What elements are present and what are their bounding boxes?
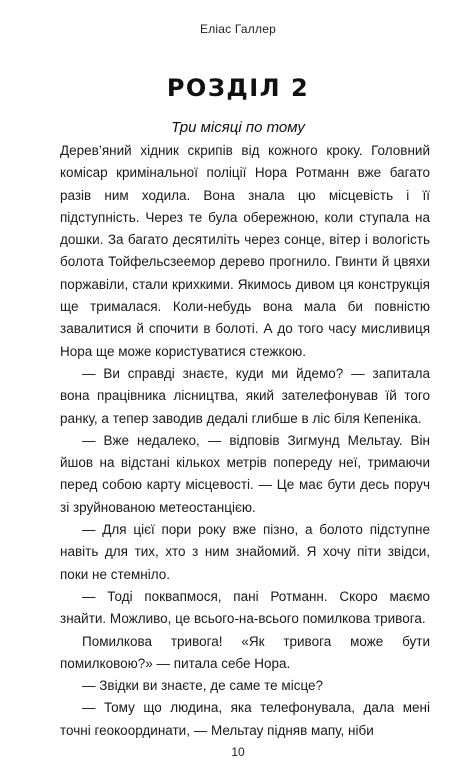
paragraph: — Для цієї пори року вже пізно, а болото підступне навіть для тих, хто з ним знайомий. Я хочу піти звідси, поки не стемніло.	[60, 522, 430, 582]
paragraph: — Тоді поквапмося, пані Ротманн. Скоро маємо знайти. Можливо, це всього-на-всього помилкова тривога.	[60, 588, 430, 627]
paragraph: Дерев’яний хідник скрипів від кожного кроку. Головний комісар кримінальної поліції Нора Ротманн вже багато разів ним ходила. Вона знала цю місцевість і її підступність. Через те була обережною, коли ступала на дошки. За багато десятиліть через сонце, вітер і вологість болота Тойфельсзеемор дерево прогнило. Гвинти й цвяхи поржавіли, стали крихкими. Якимось дивом ця конструкція ще трималася. Коли-небудь вона мала би повністю завалитися й спочити в болоті. А до того часу мисливиця Нора ще може користуватися стежкою.	[60, 143, 430, 359]
paragraph: — Звідки ви знаєте, де саме те місце?	[82, 678, 324, 694]
running-header-author: Еліас Галлер	[200, 22, 276, 36]
paragraph: Помилкова тривога! «Як тривога може бути помилковою?» — питала себе Нора.	[60, 633, 430, 671]
body-text	[60, 140, 430, 742]
chapter-title: РОЗДІЛ 2	[166, 74, 310, 102]
page-number: 10	[231, 745, 245, 759]
paragraph: — Вже недалеко, — відповів Зигмунд Мельтау. Він йшов на відстані кількох метрів попереду неї, тримаючи перед собою карту місцевості. — Це має бути десь поруч зі зруйнованою метеостанцією.	[60, 432, 430, 515]
paragraph: — Ви справді знаєте, куди ми йдемо? — запитала вона працівника лісництва, який зателефонував їй того ранку, а тепер заводив дедалі глибше в ліс біля Кепеніка.	[60, 365, 430, 426]
paragraph: — Тому що людина, яка телефонувала, дала мені точні геокоординати, — Мельтау підняв мапу, ніби	[60, 700, 430, 738]
chapter-subtitle: Три місяці по тому	[171, 119, 305, 136]
